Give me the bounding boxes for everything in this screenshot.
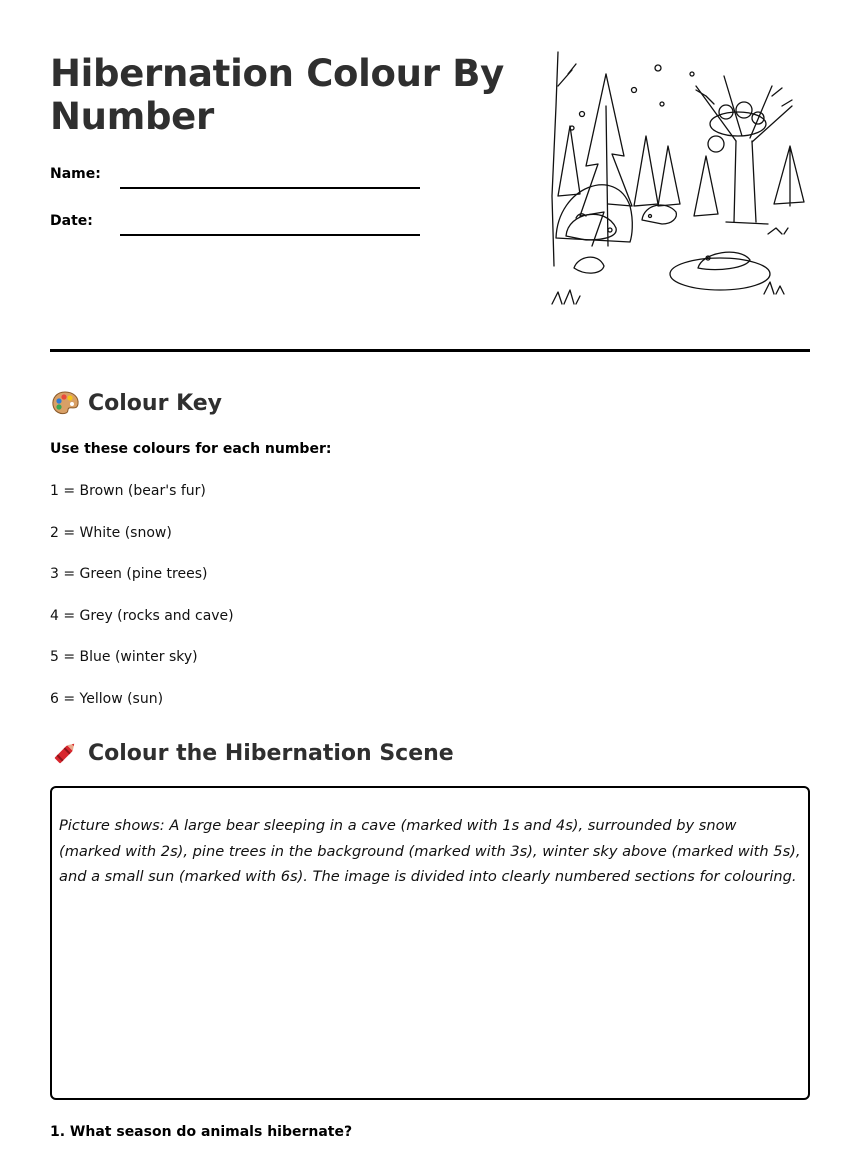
colour-key-item: 3 = Green (pine trees) — [50, 566, 208, 582]
worksheet-page — [50, 0, 810, 1140]
colour-key-heading — [50, 388, 222, 418]
worksheet-header — [50, 0, 810, 352]
scene-heading — [50, 738, 454, 768]
scene-heading-text: Colour the Hibernation Scene — [88, 740, 454, 766]
winter-forest-scene-icon — [546, 46, 810, 316]
colour-key-item: 1 = Brown (bear's fur) — [50, 483, 206, 499]
colour-key-item: 4 = Grey (rocks and cave) — [50, 608, 234, 624]
colour-key-heading-text: Colour Key — [88, 390, 223, 416]
name-write-line[interactable] — [120, 187, 420, 189]
name-label: Name: — [50, 166, 101, 182]
date-write-line[interactable] — [120, 234, 420, 236]
scene-description: Picture shows: A large bear sleeping in a cave (marked with 1s and 4s), surrounded by snow (marked with 2s), pine trees in the background (marked with 3s), winter sky above (marked with 5s), and a small sun (marked with 6s). The image is divided into clearly numbered sections for colouring. — [59, 817, 801, 885]
artist-palette-icon — [50, 388, 80, 418]
date-label: Date: — [50, 213, 93, 229]
colour-key-item: 6 = Yellow (sun) — [50, 691, 164, 707]
colour-key-item: 2 = White (snow) — [50, 525, 172, 541]
header-divider — [50, 349, 810, 352]
colour-key-item: 5 = Blue (winter sky) — [50, 649, 198, 665]
colour-key-instruction: Use these colours for each number: — [50, 441, 332, 457]
page-title: Hibernation Colour By Number — [50, 52, 504, 138]
colouring-scene-box[interactable] — [50, 786, 810, 1100]
crayon-icon — [50, 738, 80, 768]
question-1: 1. What season do animals hibernate? — [50, 1124, 353, 1140]
